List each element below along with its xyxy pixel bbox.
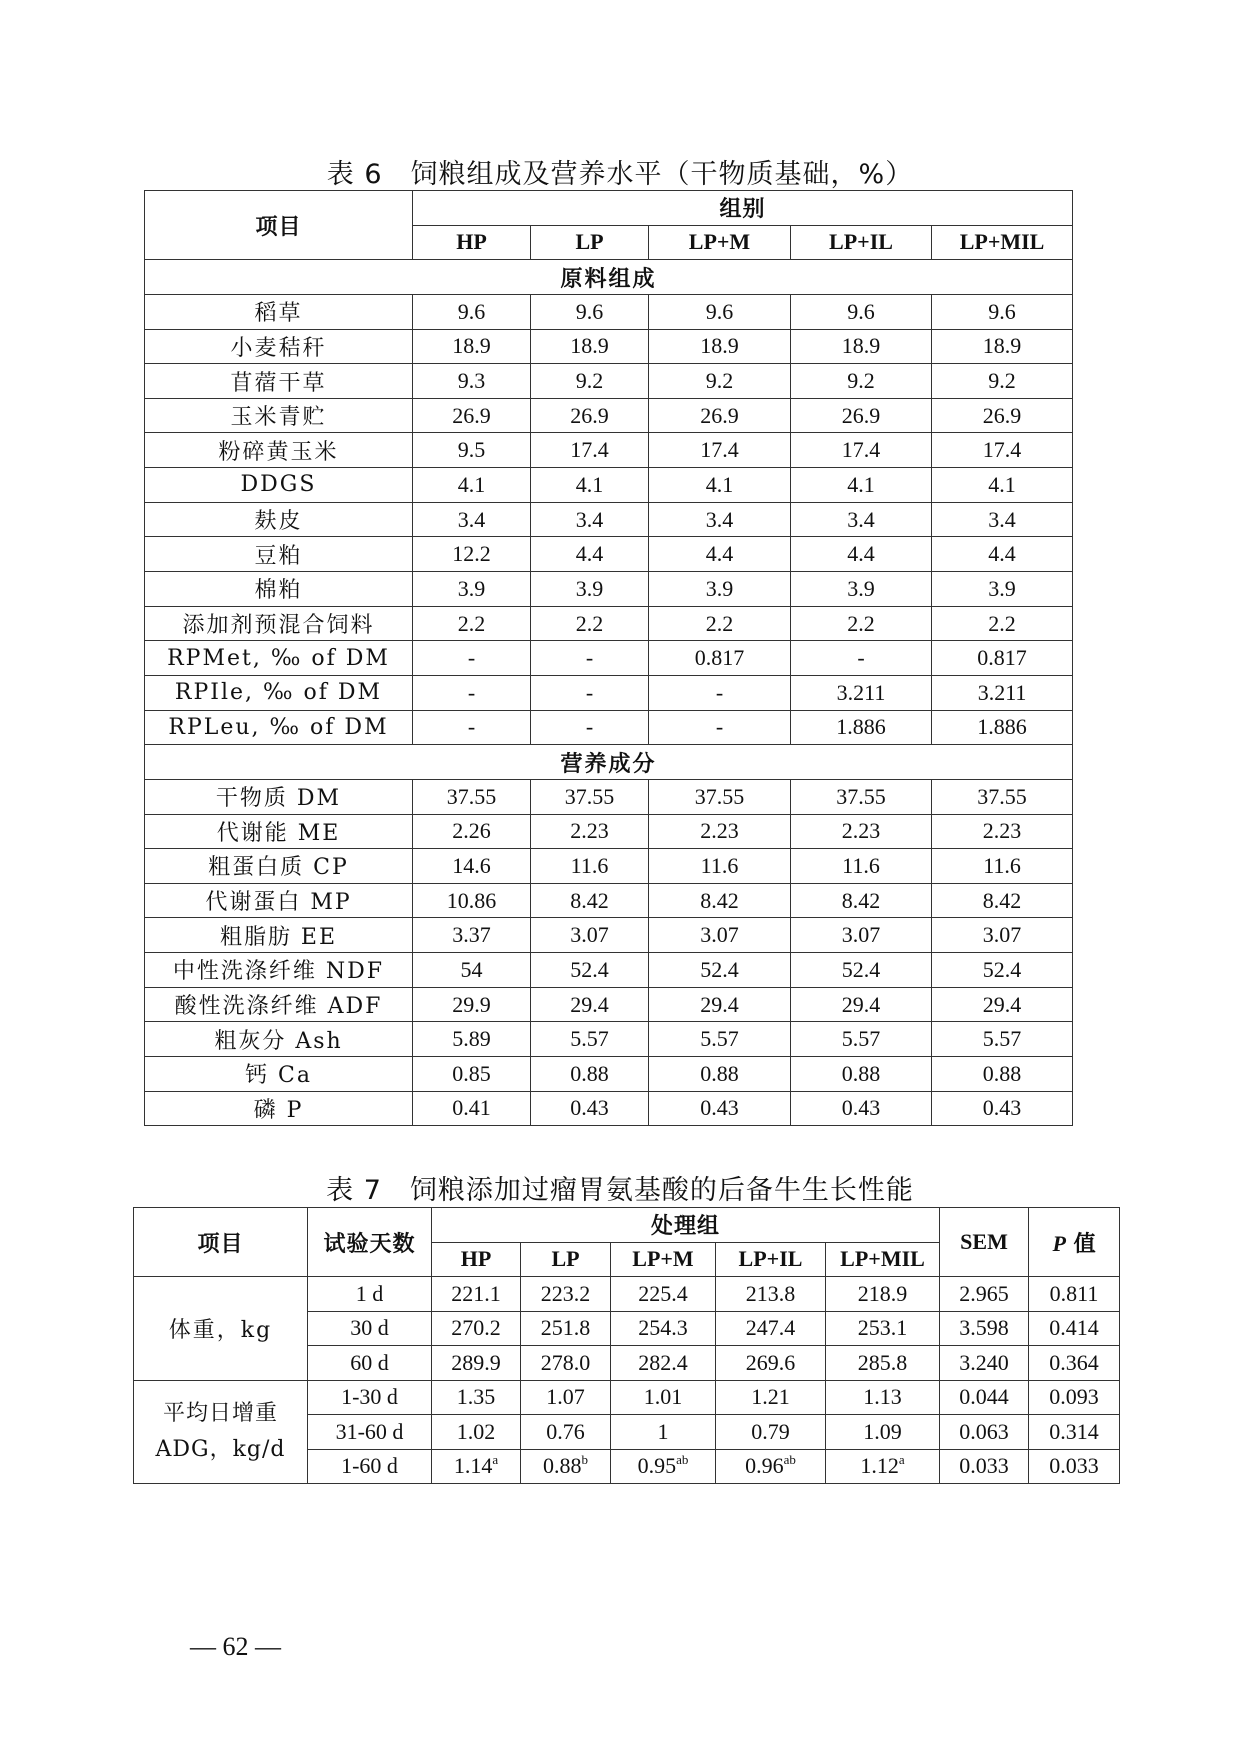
table-cell: 3.07: [649, 918, 791, 953]
sem-cell: 0.044: [940, 1380, 1029, 1415]
table-cell: 0.88: [531, 1057, 649, 1092]
sem-cell: 3.598: [940, 1311, 1029, 1346]
table-cell: 9.6: [531, 294, 649, 329]
table-cell: 26.9: [791, 398, 932, 433]
significance-superscript: a: [898, 1452, 905, 1468]
table-cell: 29.9: [413, 987, 531, 1022]
table-cell: 26.9: [413, 398, 531, 433]
table-cell: [521, 1311, 611, 1346]
table-cell: 3.4: [649, 502, 791, 537]
cell-value: 0.88: [543, 1453, 582, 1479]
cell-value: 1.02: [456, 1418, 496, 1444]
table-cell: 3.4: [531, 502, 649, 537]
table-cell: 2.23: [791, 814, 932, 849]
table-cell: 2.2: [531, 606, 649, 641]
significance-superscript: a: [492, 1452, 499, 1468]
table-cell: 3.9: [413, 572, 531, 607]
cell-value: 0.95: [637, 1453, 677, 1479]
table-cell: 12.2: [413, 537, 531, 572]
day-cell: 60 d: [308, 1346, 432, 1381]
table-cell: -: [649, 675, 791, 710]
row-label: 麸皮: [145, 502, 413, 537]
cell-value: 247.4: [745, 1315, 796, 1341]
row-label: 豆粕: [145, 537, 413, 572]
table-cell: 17.4: [791, 433, 932, 468]
table7-header-days: 试验天数: [308, 1208, 432, 1277]
table-cell: 4.4: [932, 537, 1073, 572]
table-cell: [611, 1277, 716, 1312]
table-cell: 11.6: [531, 849, 649, 884]
row-label: 粗蛋白质 CP: [145, 849, 413, 884]
table-row: [145, 468, 1073, 503]
row-label: 代谢能 ME: [145, 814, 413, 849]
table-cell: 3.4: [413, 502, 531, 537]
table-cell: 37.55: [531, 779, 649, 814]
table-cell: -: [531, 710, 649, 745]
table-cell: [716, 1415, 826, 1450]
row-label: RPIle, ‰ of DM: [145, 675, 413, 710]
day-cell: 1-60 d: [308, 1449, 432, 1484]
table-cell: 5.89: [413, 1022, 531, 1057]
significance-superscript: b: [581, 1452, 588, 1468]
table-cell: 29.4: [932, 987, 1073, 1022]
row-label: 代谢蛋白 MP: [145, 883, 413, 918]
table-cell: 18.9: [932, 329, 1073, 364]
table-cell: 11.6: [932, 849, 1073, 884]
table-row: [145, 537, 1073, 572]
table-cell: 0.41: [413, 1091, 531, 1126]
table-cell: 3.4: [791, 502, 932, 537]
table-cell: 2.23: [932, 814, 1073, 849]
table-cell: 2.26: [413, 814, 531, 849]
table-row: [145, 502, 1073, 537]
table6-caption: 表 6 饲粮组成及营养水平（干物质基础，%）: [326, 159, 914, 190]
table-row: [145, 572, 1073, 607]
page-number: — 62 —: [190, 1632, 281, 1661]
table-cell: 18.9: [649, 329, 791, 364]
table6-group-header: HP: [413, 225, 531, 260]
table6-section-ingredients: 原料组成: [145, 260, 1073, 295]
table-cell: 0.88: [791, 1057, 932, 1092]
table-cell: 26.9: [649, 398, 791, 433]
row-label: 粗灰分 Ash: [145, 1022, 413, 1057]
block-label: 体重，kg: [134, 1277, 308, 1381]
cell-value: 223.2: [540, 1280, 591, 1306]
table-cell: [826, 1277, 940, 1312]
row-label: 稻草: [145, 294, 413, 329]
cell-value: 1.12: [860, 1453, 899, 1479]
table-cell: 52.4: [531, 953, 649, 988]
table-cell: 0.43: [531, 1091, 649, 1126]
table-cell: 26.9: [932, 398, 1073, 433]
row-label: RPMet, ‰ of DM: [145, 641, 413, 676]
table-cell: -: [413, 675, 531, 710]
table-cell: 0.43: [649, 1091, 791, 1126]
table-cell: 3.9: [932, 572, 1073, 607]
table-cell: [826, 1346, 940, 1381]
row-label: 中性洗涤纤维 NDF: [145, 953, 413, 988]
table-cell: 4.1: [649, 468, 791, 503]
table-cell: [716, 1277, 826, 1312]
p-value-cell: 0.314: [1029, 1415, 1120, 1450]
table7-group-header: LP: [521, 1242, 611, 1277]
sem-cell: 2.965: [940, 1277, 1029, 1312]
block-label: [134, 1380, 308, 1484]
table-cell: [611, 1311, 716, 1346]
table-row: [145, 953, 1073, 988]
cell-value: 1.07: [546, 1384, 585, 1410]
table-cell: 4.4: [791, 537, 932, 572]
table-cell: [826, 1380, 940, 1415]
table-cell: [521, 1380, 611, 1415]
table-cell: [432, 1380, 521, 1415]
table-cell: 4.1: [413, 468, 531, 503]
sem-cell: 0.063: [940, 1415, 1029, 1450]
table7-group-header: LP+M: [611, 1242, 716, 1277]
table-row: [145, 294, 1073, 329]
table-cell: [611, 1346, 716, 1381]
table-cell: 3.211: [932, 675, 1073, 710]
table-cell: [521, 1346, 611, 1381]
row-label: 棉粕: [145, 572, 413, 607]
table6-diet-composition: [144, 190, 1073, 1126]
table-cell: 26.9: [531, 398, 649, 433]
table-cell: 3.211: [791, 675, 932, 710]
cell-value: 0.79: [751, 1418, 790, 1444]
row-label: RPLeu, ‰ of DM: [145, 710, 413, 745]
row-label: 干物质 DM: [145, 779, 413, 814]
cell-value: 251.8: [540, 1315, 591, 1341]
table-cell: 9.5: [413, 433, 531, 468]
table-row: [145, 710, 1073, 745]
p-value-cell: 0.414: [1029, 1311, 1120, 1346]
table-cell: 18.9: [791, 329, 932, 364]
table6-header-item: 项目: [145, 191, 413, 260]
table-cell: 0.817: [649, 641, 791, 676]
table-row: [145, 398, 1073, 433]
table-row: [145, 918, 1073, 953]
table-cell: 29.4: [531, 987, 649, 1022]
table-cell: 2.2: [649, 606, 791, 641]
table-cell: 3.4: [932, 502, 1073, 537]
table7-caption: 表 7 饲粮添加过瘤胃氨基酸的后备牛生长性能: [326, 1175, 914, 1206]
table-cell: 37.55: [932, 779, 1073, 814]
table-cell: 9.6: [649, 294, 791, 329]
cell-value: 1.09: [863, 1418, 902, 1444]
p-value-cell: 0.364: [1029, 1346, 1120, 1381]
row-label: 添加剂预混合饲料: [145, 606, 413, 641]
table-row: [145, 364, 1073, 399]
table-cell: 29.4: [791, 987, 932, 1022]
table-cell: -: [649, 710, 791, 745]
table-cell: 2.2: [413, 606, 531, 641]
table6-group-header: LP+M: [649, 225, 791, 260]
table-cell: 10.86: [413, 883, 531, 918]
table-cell: 3.9: [531, 572, 649, 607]
table-cell: 3.9: [649, 572, 791, 607]
table-cell: 54: [413, 953, 531, 988]
table-cell: 17.4: [531, 433, 649, 468]
cell-value: 254.3: [638, 1315, 688, 1341]
table-cell: 0.43: [932, 1091, 1073, 1126]
table-cell: 18.9: [413, 329, 531, 364]
row-label: 酸性洗涤纤维 ADF: [145, 987, 413, 1022]
table-cell: 9.2: [791, 364, 932, 399]
table-cell: [826, 1449, 940, 1484]
significance-superscript: ab: [783, 1452, 796, 1468]
row-label: 粗脂肪 EE: [145, 918, 413, 953]
table6-section-nutrients: 营养成分: [145, 745, 1073, 780]
table-row: [145, 641, 1073, 676]
table7-header-p: [1029, 1208, 1120, 1277]
table-cell: [716, 1311, 826, 1346]
table-cell: -: [531, 641, 649, 676]
day-cell: 30 d: [308, 1311, 432, 1346]
table7-growth-performance: [133, 1207, 1120, 1484]
table7-group-header: LP+MIL: [826, 1242, 940, 1277]
table-cell: 2.23: [531, 814, 649, 849]
table-cell: 52.4: [791, 953, 932, 988]
table-cell: [826, 1311, 940, 1346]
day-cell: 1-30 d: [308, 1380, 432, 1415]
table-row: [145, 329, 1073, 364]
row-label: 苜蓿干草: [145, 364, 413, 399]
table7-header-item: 项目: [134, 1208, 308, 1277]
table-cell: 17.4: [932, 433, 1073, 468]
table-cell: 14.6: [413, 849, 531, 884]
table-cell: 29.4: [649, 987, 791, 1022]
table-cell: 2.2: [932, 606, 1073, 641]
table-cell: 4.1: [531, 468, 649, 503]
table-cell: 3.37: [413, 918, 531, 953]
cell-value: 1.21: [751, 1384, 790, 1410]
day-cell: 1 d: [308, 1277, 432, 1312]
p-suffix: 值: [1065, 1230, 1096, 1257]
table-cell: 4.1: [932, 468, 1073, 503]
table-row: [145, 606, 1073, 641]
row-label: 玉米青贮: [145, 398, 413, 433]
table-row: [145, 779, 1073, 814]
block-label-line1: 平均日增重: [162, 1400, 278, 1426]
table6-group-header: LP+IL: [791, 225, 932, 260]
table7-group-header: HP: [432, 1242, 521, 1277]
table-cell: 2.2: [791, 606, 932, 641]
table-cell: 0.817: [932, 641, 1073, 676]
cell-value: 270.2: [451, 1315, 501, 1341]
table-row: [145, 987, 1073, 1022]
table-row: [145, 433, 1073, 468]
table-cell: [521, 1415, 611, 1450]
table-row: [134, 1277, 1120, 1312]
table-cell: [611, 1380, 716, 1415]
table-cell: 9.2: [649, 364, 791, 399]
table-cell: 3.07: [932, 918, 1073, 953]
table-cell: 3.07: [531, 918, 649, 953]
table7-header-group: 处理组: [432, 1208, 940, 1243]
table-row: [145, 1091, 1073, 1126]
cell-value: 1.14: [453, 1453, 493, 1479]
table-cell: [611, 1449, 716, 1484]
table-cell: [716, 1346, 826, 1381]
table-cell: 4.4: [649, 537, 791, 572]
table-cell: -: [791, 641, 932, 676]
cell-value: 285.8: [857, 1349, 908, 1375]
table-cell: [826, 1415, 940, 1450]
cell-value: 225.4: [638, 1280, 688, 1306]
p-value-cell: 0.093: [1029, 1380, 1120, 1415]
cell-value: 1: [657, 1418, 669, 1444]
table-cell: 8.42: [649, 883, 791, 918]
row-label: 粉碎黄玉米: [145, 433, 413, 468]
table-cell: 2.23: [649, 814, 791, 849]
table-row: [134, 1380, 1120, 1415]
table-row: [145, 1022, 1073, 1057]
table-row: [145, 849, 1073, 884]
p-value-cell: 0.033: [1029, 1449, 1120, 1484]
table-cell: 37.55: [413, 779, 531, 814]
table-row: [145, 1057, 1073, 1092]
p-value-cell: 0.811: [1029, 1277, 1120, 1312]
table-cell: -: [413, 641, 531, 676]
cell-value: 278.0: [540, 1349, 591, 1375]
day-cell: 31-60 d: [308, 1415, 432, 1450]
table-row: [145, 883, 1073, 918]
table-row: [145, 675, 1073, 710]
cell-value: 253.1: [857, 1315, 908, 1341]
table-cell: 0.85: [413, 1057, 531, 1092]
table-cell: 11.6: [791, 849, 932, 884]
table-cell: -: [413, 710, 531, 745]
row-label: 小麦秸秆: [145, 329, 413, 364]
significance-superscript: ab: [676, 1452, 689, 1468]
table-cell: [521, 1449, 611, 1484]
table-cell: 3.07: [791, 918, 932, 953]
cell-value: 1.13: [863, 1384, 902, 1410]
row-label: 钙 Ca: [145, 1057, 413, 1092]
table-cell: 5.57: [649, 1022, 791, 1057]
table-cell: [432, 1311, 521, 1346]
table-cell: 3.9: [791, 572, 932, 607]
table-cell: 9.3: [413, 364, 531, 399]
table-cell: 8.42: [531, 883, 649, 918]
table-cell: 9.2: [531, 364, 649, 399]
cell-value: 282.4: [638, 1349, 688, 1375]
table-cell: 37.55: [791, 779, 932, 814]
table-cell: 0.88: [932, 1057, 1073, 1092]
cell-value: 1.35: [456, 1384, 496, 1410]
table-cell: 0.43: [791, 1091, 932, 1126]
table-cell: [432, 1449, 521, 1484]
table-cell: 9.6: [932, 294, 1073, 329]
table-cell: 1.886: [932, 710, 1073, 745]
cell-value: 269.6: [745, 1349, 796, 1375]
table-cell: 1.886: [791, 710, 932, 745]
table-cell: [432, 1415, 521, 1450]
table-cell: 8.42: [791, 883, 932, 918]
table-cell: 4.4: [531, 537, 649, 572]
table-cell: 0.88: [649, 1057, 791, 1092]
table-cell: [432, 1346, 521, 1381]
block-label-line2: ADG，kg/d: [155, 1436, 286, 1462]
table-cell: 52.4: [932, 953, 1073, 988]
table-cell: 9.2: [932, 364, 1073, 399]
cell-value: 0.76: [546, 1418, 585, 1444]
table-cell: 9.6: [791, 294, 932, 329]
table-cell: -: [531, 675, 649, 710]
table-cell: [716, 1380, 826, 1415]
table-cell: [521, 1277, 611, 1312]
table-cell: 5.57: [791, 1022, 932, 1057]
cell-value: 218.9: [857, 1280, 908, 1306]
row-label: DDGS: [145, 468, 413, 503]
table-cell: 5.57: [932, 1022, 1073, 1057]
cell-value: 289.9: [451, 1349, 501, 1375]
table-cell: 5.57: [531, 1022, 649, 1057]
row-label: 磷 P: [145, 1091, 413, 1126]
sem-cell: 3.240: [940, 1346, 1029, 1381]
table-cell: [432, 1277, 521, 1312]
table7-group-header: LP+IL: [716, 1242, 826, 1277]
table-cell: 11.6: [649, 849, 791, 884]
table7-header-sem: SEM: [940, 1208, 1029, 1277]
table-cell: 9.6: [413, 294, 531, 329]
table-row: [145, 814, 1073, 849]
table-cell: 8.42: [932, 883, 1073, 918]
table-cell: 18.9: [531, 329, 649, 364]
table-cell: [611, 1415, 716, 1450]
cell-value: 0.96: [745, 1453, 784, 1479]
table6-group-header: LP: [531, 225, 649, 260]
p-letter: P: [1052, 1230, 1066, 1256]
table-cell: [716, 1449, 826, 1484]
table-cell: 4.1: [791, 468, 932, 503]
cell-value: 221.1: [451, 1280, 501, 1306]
table6-group-header: LP+MIL: [932, 225, 1073, 260]
cell-value: 213.8: [745, 1280, 796, 1306]
cell-value: 1.01: [643, 1384, 683, 1410]
sem-cell: 0.033: [940, 1449, 1029, 1484]
table-cell: 37.55: [649, 779, 791, 814]
table-cell: 52.4: [649, 953, 791, 988]
table-cell: 17.4: [649, 433, 791, 468]
table6-header-group: 组别: [413, 191, 1073, 226]
